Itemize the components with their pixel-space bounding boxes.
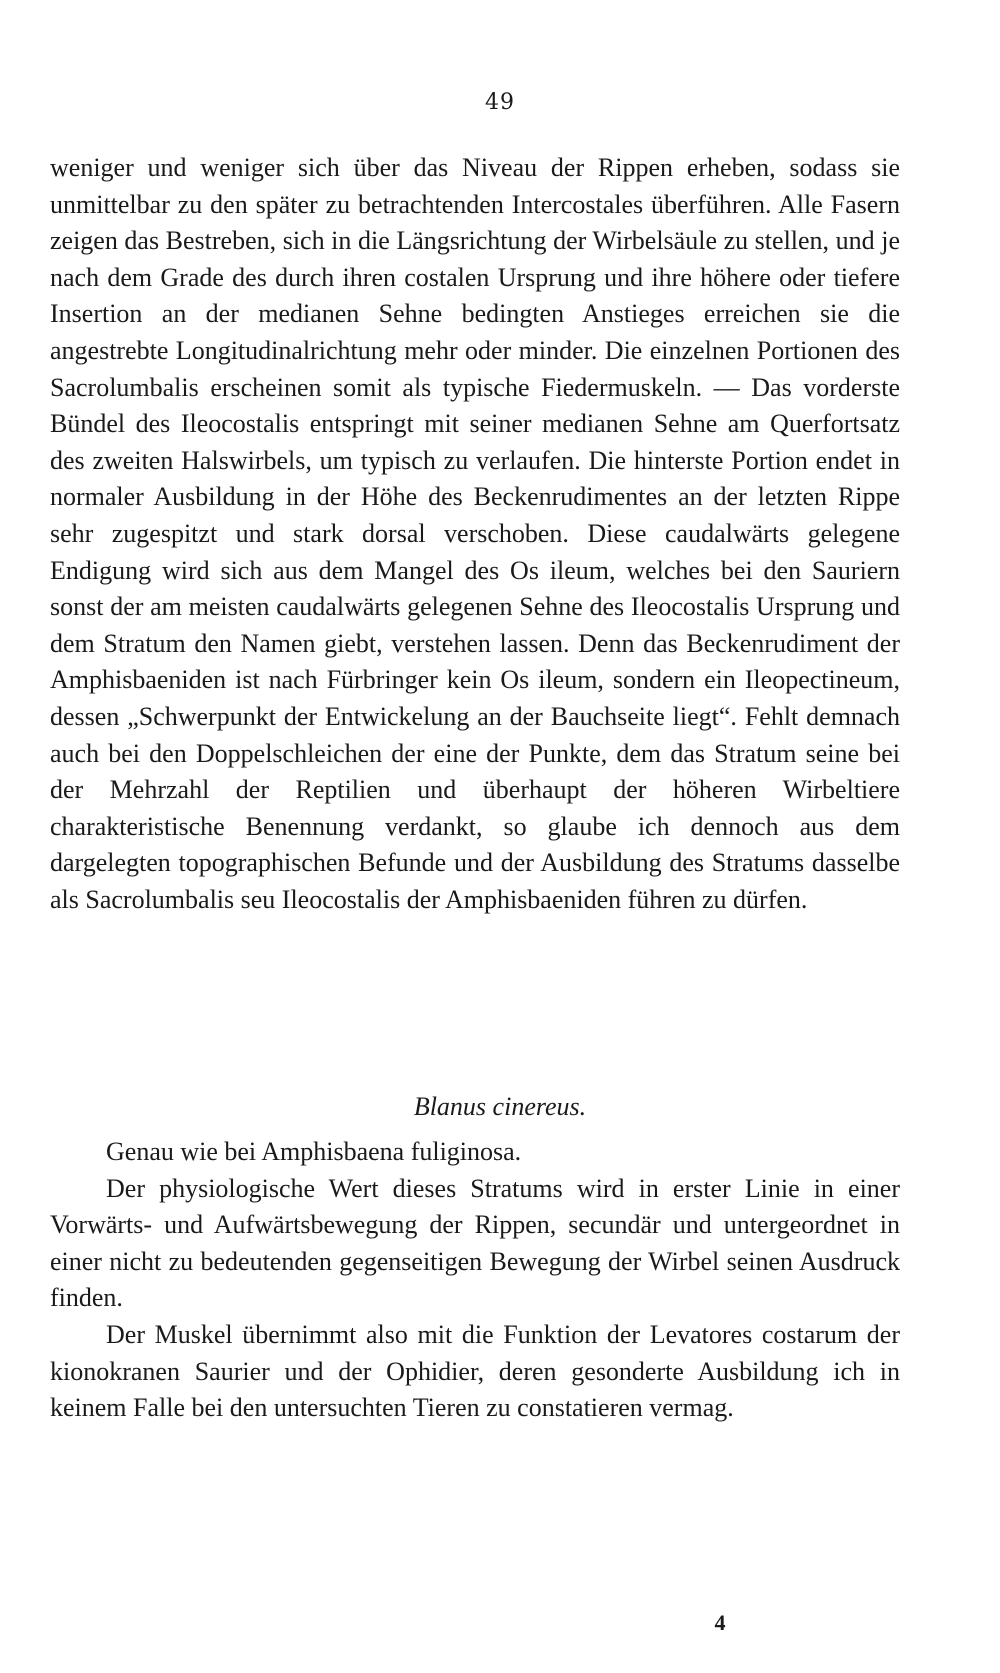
- page-number: 49: [485, 90, 515, 115]
- paragraph: Der physiologische Wert dieses Stratums wird in erster Linie in einer Vorwärts- und Aufwärtsbewegung der Rippen, secundär und untergeordnet in einer nicht zu bedeutenden gegenseitigen Bewegung der Wirbel seinen Ausdruck finden.: [50, 1173, 900, 1313]
- paragraph: Genau wie bei Amphisbaena fuliginosa.: [106, 1137, 522, 1166]
- signature-mark: 4: [714, 1610, 726, 1635]
- section-heading: Blanus cinereus.: [413, 1092, 587, 1121]
- paragraph: Der Muskel übernimmt also mit die Funktion der Levatores costarum der kionokranen Saurier und der Ophidier, deren gesonderte Ausbildung ich in keinem Falle bei den untersuchten Tieren zu constatieren vermag.: [50, 1319, 900, 1423]
- paragraph: weniger und weniger sich über das Niveau der Rippen erheben, sodass sie unmittelbar zu den später zu betrachtenden Intercostales überführen. Alle Fasern zeigen das Bestreben, sich in die Längsrichtung der Wirbelsäule zu stellen, und je nach dem Grade des durch ihren costalen Ursprung und ihre höhere oder tiefere Insertion an der medianen Sehne bedingten Anstieges erreichen sie die angestrebte Longitudinalrichtung mehr oder minder. Die einzelnen Portionen des Sacrolumbalis erscheinen somit als typische Fiedermuskeln. — Das vorderste Bündel des Ileocostalis entspringt mit seiner medianen Sehne am Querfortsatz des zweiten Halswirbels, um typisch zu verlaufen. Die hinterste Portion endet in normaler Ausbildung in der Höhe des Beckenrudimentes an der letzten Rippe sehr zugespitzt und stark dorsal verschoben. Diese caudalwärts gelegene Endigung wird sich aus dem Mangel des Os ileum, welches bei den Sauriern sonst der am meisten caudalwärts gelegenen Sehne des Ileocostalis Ursprung und dem Stratum den Namen giebt, verstehen lassen. Denn das Beckenrudiment der Amphisbaeniden ist nach Fürbringer kein Os ileum, sondern ein Ileopectineum, dessen „Schwerpunkt der Entwickelung an der Bauchseite liegt“. Fehlt demnach auch bei den Doppelschleichen der eine der Punkte, dem das Stratum seine bei der Mehrzahl der Reptilien und überhaupt der höheren Wirbeltiere charakteristische Benennung verdankt, so glaube ich dennoch aus dem dargelegten topographischen Befunde und der Ausbildung des Stratums dasselbe als Sacrolumbalis seu Ileocostalis der Amphisbaeniden führen zu dürfen.: [50, 153, 900, 914]
- body-text-section-2: [50, 1134, 900, 1427]
- body-text-section-1: [50, 150, 900, 918]
